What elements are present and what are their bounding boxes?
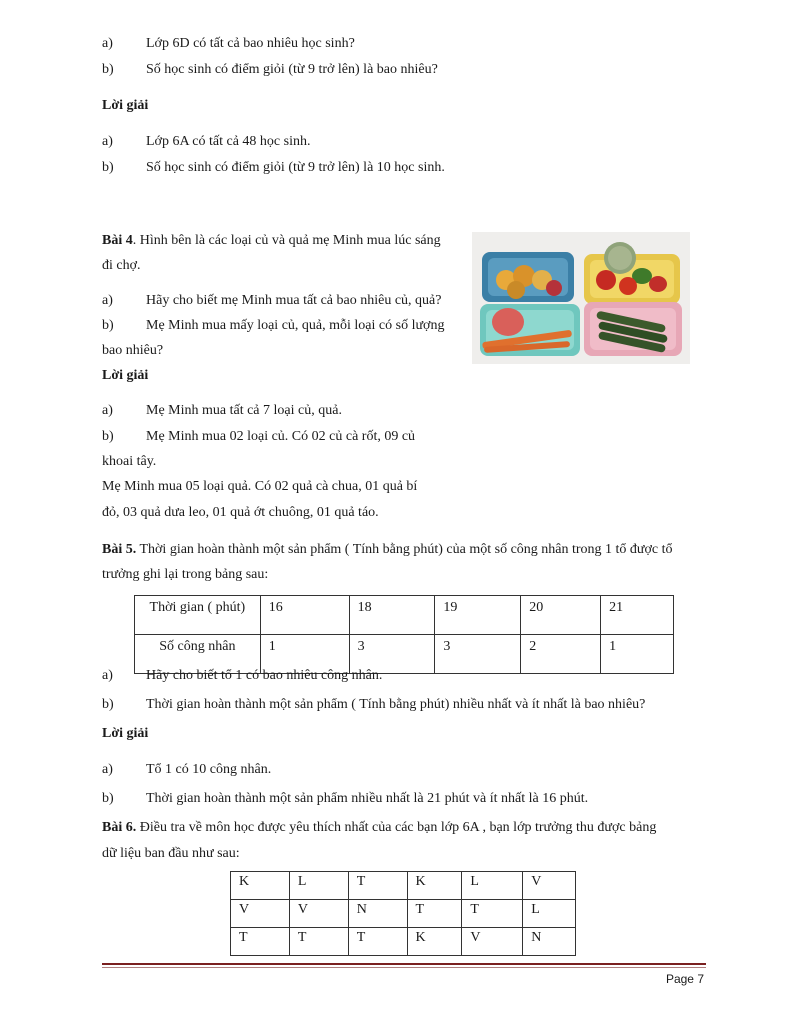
table-cell: T	[407, 900, 462, 928]
bai5-a-label: a)	[102, 668, 113, 683]
bai4-intro-text: . Hình bên là các loại củ và quả mẹ Minh mua lúc sáng	[132, 233, 441, 248]
bai5-intro-line2: trưởng ghi lại trong bảng sau:	[102, 567, 269, 582]
table-cell: V	[462, 928, 523, 956]
bai4-solution-heading: Lời giải	[102, 368, 149, 383]
table-row	[231, 872, 576, 900]
bai4-a-text: Hãy cho biết mẹ Minh mua tất cả bao nhiêu củ, quả?	[146, 293, 442, 308]
table-cell: N	[348, 900, 407, 928]
bai5-a-text: Hãy cho biết tổ 1 có bao nhiêu công nhân.	[146, 668, 383, 683]
table-row	[231, 928, 576, 956]
table-cell: 1	[260, 635, 349, 674]
table-cell: K	[407, 928, 462, 956]
bai6-intro-line2: dữ liệu ban đầu như sau:	[102, 846, 240, 861]
bai5-solution-a-label: a)	[102, 762, 113, 777]
bai6-title: Bài 6.	[102, 820, 137, 835]
page-number: Page 7	[665, 972, 704, 986]
bai4-title: Bài 4	[102, 233, 133, 248]
question-b-text: Số học sinh có điểm giỏi (từ 9 trở lên) là bao nhiêu?	[146, 62, 438, 77]
bai5-b-text: Thời gian hoàn thành một sản phẩm ( Tính bằng phút) nhiều nhất và ít nhất là bao nhiêu?	[146, 697, 646, 712]
bai4-b-label: b)	[102, 318, 114, 333]
table-cell: L	[523, 900, 576, 928]
bai4-intro-line1	[102, 233, 441, 249]
bai4-b-text-cont: bao nhiêu?	[102, 343, 164, 358]
bai5-solution-heading: Lời giải	[102, 726, 149, 741]
table-cell: T	[462, 900, 523, 928]
table-row	[231, 900, 576, 928]
table-cell: T	[231, 928, 290, 956]
solution-b-text: Số học sinh có điểm giỏi (từ 9 trở lên) là 10 học sinh.	[146, 160, 445, 175]
bai4-b-text: Mẹ Minh mua mấy loại củ, quả, mỗi loại có số lượng	[146, 318, 445, 333]
table-cell: 18	[349, 596, 435, 635]
bai6-intro-line1	[102, 820, 656, 836]
bai5-title: Bài 5.	[102, 542, 137, 557]
bai4-solution-c-line2: đỏ, 03 quả dưa leo, 01 quả ớt chuông, 01 quả táo.	[102, 505, 379, 520]
bai4-solution-c-line1: Mẹ Minh mua 05 loại quả. Có 02 quả cà chua, 01 quả bí	[102, 479, 418, 494]
table-cell: V	[231, 900, 290, 928]
bai5-solution-b-label: b)	[102, 791, 114, 806]
table-cell: T	[348, 928, 407, 956]
table-cell: L	[462, 872, 523, 900]
solution-b-label: b)	[102, 160, 114, 175]
bai5-intro-line1	[102, 542, 673, 558]
table-cell: 3	[349, 635, 435, 674]
table-cell: T	[289, 928, 348, 956]
bai4-solution-a-label: a)	[102, 403, 113, 418]
table-cell: 2	[521, 635, 601, 674]
solution-heading: Lời giải	[102, 98, 149, 113]
table-cell: 16	[260, 596, 349, 635]
table-header-cell: Thời gian ( phút)	[135, 596, 261, 635]
bai4-solution-b-cont: khoai tây.	[102, 454, 157, 469]
bai5-b-label: b)	[102, 697, 114, 712]
bai4-intro-line2: đi chợ.	[102, 258, 141, 273]
question-a-label: a)	[102, 36, 113, 51]
table-cell: 20	[521, 596, 601, 635]
table-cell: V	[289, 900, 348, 928]
solution-a-label: a)	[102, 134, 113, 149]
table-header-cell: Số công nhân	[135, 635, 261, 674]
bai5-solution-a-text: Tổ 1 có 10 công nhân.	[146, 762, 272, 777]
bai6-intro-text: Điều tra về môn học được yêu thích nhất của các bạn lớp 6A , bạn lớp trưởng thu được bảng	[136, 820, 657, 835]
footer-rule-thin	[102, 967, 706, 968]
table-cell: 19	[435, 596, 521, 635]
table-cell: N	[523, 928, 576, 956]
table-cell: K	[407, 872, 462, 900]
bai6-table	[230, 871, 576, 956]
question-b-label: b)	[102, 62, 114, 77]
bai4-solution-b-label: b)	[102, 429, 114, 444]
table-row	[135, 596, 674, 635]
bai4-solution-b-text: Mẹ Minh mua 02 loại củ. Có 02 củ cà rốt, 09 củ	[146, 429, 416, 444]
question-a-text: Lớp 6D có tất cả bao nhiêu học sinh?	[146, 36, 355, 51]
table-cell: K	[231, 872, 290, 900]
bai5-table	[134, 595, 674, 674]
table-cell: T	[348, 872, 407, 900]
table-cell: L	[289, 872, 348, 900]
bai5-intro-text: Thời gian hoàn thành một sản phẩm ( Tính bằng phút) của một số công nhân trong 1 tổ được tổ	[136, 542, 673, 557]
bai5-solution-b-text: Thời gian hoàn thành một sản phẩm nhiều nhất là 21 phút và ít nhất là 16 phút.	[146, 791, 589, 806]
table-cell: 1	[601, 635, 674, 674]
produce-baskets-image	[472, 232, 690, 364]
solution-a-text: Lớp 6A có tất cả 48 học sinh.	[146, 134, 311, 149]
table-cell: 3	[435, 635, 521, 674]
bai4-a-label: a)	[102, 293, 113, 308]
bai4-solution-a-text: Mẹ Minh mua tất cả 7 loại củ, quả.	[146, 403, 342, 418]
table-cell: 21	[601, 596, 674, 635]
table-cell: V	[523, 872, 576, 900]
footer-rule	[102, 963, 706, 965]
